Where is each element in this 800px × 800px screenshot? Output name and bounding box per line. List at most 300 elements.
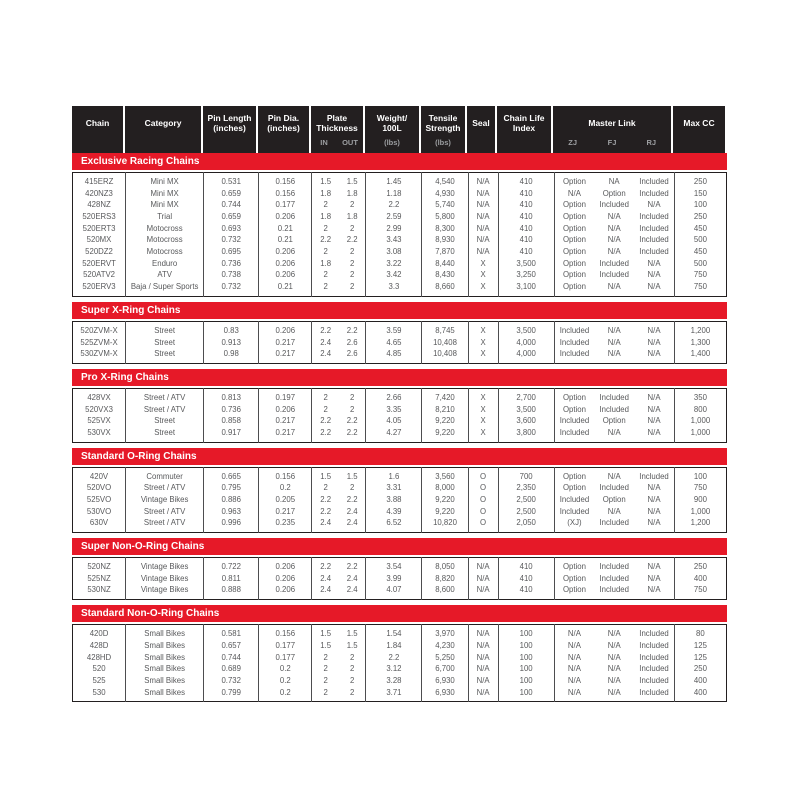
column-header-maxcc [673,106,725,153]
cell-plate_in: 2.4 [320,573,332,583]
cell-weight_100l: 1.6 [366,467,422,482]
cell-master_rj: Included [634,687,674,702]
cell-chain: 520ERVT [73,258,126,270]
cell-plate_out: 2.6 [339,348,366,363]
table-row [73,223,727,235]
cell-plate_in: 2.2 [320,325,332,335]
cell-pin_length: 0.744 [204,199,259,211]
cell-pin_length: 0.689 [204,663,259,675]
cell-weight_100l: 3.43 [366,234,422,246]
cell-plate_in: 2.2 [320,416,332,426]
cell-plate_out: 2.4 [339,585,366,600]
column-header-label2: Strength [425,123,461,133]
cell-weight_100l: 3.88 [366,494,422,506]
cell-tensile_strength: 8,820 [422,573,468,585]
cell-master_rj: N/A [634,506,674,518]
table-row [73,517,727,532]
cell-master_zj: Option [562,223,586,233]
cell-seal: X [468,427,498,442]
cell-master_rj: N/A [634,281,674,296]
cell-chain: 428D [73,640,126,652]
cell-pin_dia: 0.2 [259,687,312,702]
cell-pin_dia: 0.21 [259,234,312,246]
cell-pin_dia: 0.217 [259,415,312,427]
table-row [73,404,727,416]
column-header-category [125,106,203,153]
cell-weight_100l: 3.08 [366,246,422,258]
cell-seal: N/A [468,199,498,211]
cell-tensile_strength: 8,430 [422,270,468,282]
cell-master_rj: Included [634,246,674,258]
cell-chain: 520ATV2 [73,270,126,282]
cell-pin_dia: 0.206 [259,270,312,282]
cell-max_cc: 1,000 [690,427,711,437]
cell-category: Street / ATV [126,517,204,532]
cell-tensile_strength: 10,408 [422,337,468,349]
cell-max_cc: 1,400 [690,349,711,359]
cell-master_rj: N/A [634,388,674,403]
cell-plate_out: 2 [339,258,366,270]
cell-master_fj: N/A [607,664,621,674]
cell-tensile_strength: 5,250 [422,652,468,664]
spec-table [72,388,727,443]
cell-plate_out: 1.8 [339,188,366,200]
cell-chain: 520MX [73,234,126,246]
cell-chain: 525VX [73,415,126,427]
cell-pin_length: 0.657 [204,640,259,652]
cell-category: Small Bikes [126,675,204,687]
cell-seal: N/A [468,640,498,652]
cell-tensile_strength: 8,930 [422,234,468,246]
cell-master_rj: N/A [634,404,674,416]
cell-master_zj: Included [559,337,590,347]
cell-plate_out: 2.2 [339,558,366,573]
cell-weight_100l: 1.84 [366,640,422,652]
cell-category: Mini MX [126,188,204,200]
cell-max_cc: 250 [693,212,707,221]
cell-pin_dia: 0.206 [259,321,312,336]
cell-tensile_strength: 5,800 [422,211,468,223]
cell-plate_in: 1.8 [320,212,332,221]
cell-max_cc: 125 [693,652,707,662]
cell-chain_life_index: 100 [498,675,554,687]
cell-chain: 520VO [73,482,126,494]
cell-pin_dia: 0.177 [259,199,312,211]
cell-plate_out: 1.5 [339,173,366,188]
cell-weight_100l: 3.71 [366,687,422,702]
cell-tensile_strength: 3,560 [422,467,468,482]
cell-chain_life_index: 410 [498,234,554,246]
cell-tensile_strength: 10,408 [422,348,468,363]
cell-weight_100l: 3.59 [366,321,422,336]
cell-chain: 530VX [73,427,126,442]
cell-chain_life_index: 410 [498,558,554,573]
cell-master_zj: Option [562,404,586,414]
cell-tensile_strength: 7,870 [422,246,468,258]
cell-tensile_strength: 9,220 [422,506,468,518]
cell-pin_dia: 0.177 [259,640,312,652]
cell-master_rj: Included [634,223,674,235]
cell-plate_out: 1.5 [339,625,366,640]
column-header-master [553,106,673,153]
column-header-label: Tensile [428,112,458,123]
cell-max_cc: 1,300 [690,337,711,347]
cell-pin_length: 0.736 [204,404,259,416]
cell-master_fj: Included [599,573,629,583]
column-header-seal [467,106,497,153]
table-row [73,585,727,600]
cell-weight_100l: 3.31 [366,482,422,494]
table-row [73,415,727,427]
cell-seal: O [468,467,498,482]
cell-master_rj: Included [634,234,674,246]
cell-plate_in: 2 [323,687,328,697]
cell-category: Mini MX [126,173,204,188]
cell-chain_life_index: 2,700 [498,388,554,403]
cell-master_rj: Included [634,663,674,675]
cell-master_zj: N/A [567,664,581,674]
cell-weight_100l: 3.3 [366,281,422,296]
section-title-bar: Standard O-Ring Chains [72,448,727,465]
cell-pin_length: 0.886 [204,494,259,506]
cell-category: Street [126,321,204,336]
cell-weight_100l: 4.65 [366,337,422,349]
cell-plate_in: 2 [323,675,328,685]
cell-chain_life_index: 3,800 [498,427,554,442]
cell-weight_100l: 3.99 [366,573,422,585]
cell-plate_in: 2 [323,483,328,493]
cell-master_rj: N/A [634,199,674,211]
cell-pin_dia: 0.177 [259,652,312,664]
cell-pin_dia: 0.217 [259,427,312,442]
cell-category: Commuter [126,467,204,482]
cell-category: Street / ATV [126,388,204,403]
cell-tensile_strength: 9,220 [422,415,468,427]
cell-pin_dia: 0.206 [259,211,312,223]
cell-chain: 530 [73,687,126,702]
cell-plate_out: 2.2 [339,427,366,442]
cell-master_fj: N/A [607,652,621,662]
cell-category: Small Bikes [126,625,204,640]
cell-plate_out: 2 [339,388,366,403]
cell-pin_dia: 0.156 [259,625,312,640]
cell-plate_in: 1.5 [320,640,332,650]
column-header-pin_length [203,106,258,153]
cell-plate_out: 2 [339,199,366,211]
cell-chain_life_index: 100 [498,687,554,702]
column-header-label2: (inches) [213,123,246,133]
cell-chain_life_index: 410 [498,211,554,223]
cell-chain: 420NZ3 [73,188,126,200]
cell-chain: 415ERZ [73,173,126,188]
cell-master_rj: N/A [634,321,674,336]
column-subheader: (lbs) [384,138,400,147]
cell-chain_life_index: 3,500 [498,258,554,270]
cell-category: Small Bikes [126,663,204,675]
column-header-label: Master Link [588,117,636,128]
cell-weight_100l: 3.22 [366,258,422,270]
cell-pin_dia: 0.206 [259,246,312,258]
cell-tensile_strength: 9,220 [422,494,468,506]
cell-tensile_strength: 8,600 [422,585,468,600]
cell-pin_length: 0.732 [204,281,259,296]
cell-max_cc: 750 [693,585,707,595]
cell-pin_dia: 0.206 [259,573,312,585]
cell-chain: 420D [73,625,126,640]
table-row [73,258,727,270]
cell-master_zj: Option [562,176,586,186]
cell-pin_length: 0.795 [204,482,259,494]
cell-master_zj: N/A [567,652,581,662]
cell-category: Baja / Super Sports [126,281,204,296]
cell-master_fj: Option [602,188,626,198]
cell-tensile_strength: 6,930 [422,675,468,687]
cell-max_cc: 750 [693,483,707,493]
cell-master_fj: Included [599,200,629,210]
cell-seal: O [468,482,498,494]
cell-max_cc: 1,000 [690,416,711,426]
cell-tensile_strength: 4,230 [422,640,468,652]
table-row [73,506,727,518]
cell-pin_dia: 0.206 [259,558,312,573]
cell-pin_length: 0.722 [204,558,259,573]
cell-pin_length: 0.665 [204,467,259,482]
cell-chain: 525NZ [73,573,126,585]
section-data-box [72,388,727,443]
cell-pin_length: 0.744 [204,652,259,664]
cell-master_zj: Option [562,200,586,210]
cell-master_fj: N/A [607,629,621,639]
cell-weight_100l: 3.12 [366,663,422,675]
column-header-chain [72,106,125,153]
cell-chain: 525ZVM-X [73,337,126,349]
cell-master_zj: Option [562,282,586,292]
cell-chain: 428NZ [73,199,126,211]
cell-max_cc: 125 [693,640,707,650]
cell-seal: N/A [468,246,498,258]
cell-master_zj: Option [562,483,586,493]
cell-master_fj: N/A [607,349,621,359]
column-header-label: Chain Life [503,112,545,123]
column-header-label: Category [144,117,182,128]
cell-tensile_strength: 4,540 [422,173,468,188]
cell-master_zj: Option [562,392,586,402]
cell-seal: X [468,270,498,282]
cell-seal: N/A [468,234,498,246]
cell-category: Motocross [126,223,204,235]
cell-chain_life_index: 3,250 [498,270,554,282]
cell-category: Street / ATV [126,506,204,518]
cell-master_fj: NA [608,176,620,186]
cell-chain: 520ERT3 [73,223,126,235]
cell-pin_dia: 0.21 [259,223,312,235]
table-row [73,199,727,211]
cell-plate_out: 2.4 [339,573,366,585]
cell-chain_life_index: 4,000 [498,337,554,349]
cell-plate_out: 2 [339,482,366,494]
cell-pin_dia: 0.156 [259,173,312,188]
cell-plate_out: 2 [339,270,366,282]
section-data-box [72,624,727,702]
cell-max_cc: 750 [693,270,707,280]
cell-master_rj: Included [634,211,674,223]
cell-master_zj: N/A [567,188,581,198]
cell-category: Enduro [126,258,204,270]
cell-master_rj: Included [634,173,674,188]
cell-tensile_strength: 8,000 [422,482,468,494]
cell-pin_dia: 0.206 [259,258,312,270]
cell-weight_100l: 2.66 [366,388,422,403]
cell-category: ATV [126,270,204,282]
cell-max_cc: 400 [693,675,707,685]
cell-master_fj: N/A [607,235,621,245]
cell-pin_length: 0.858 [204,415,259,427]
cell-weight_100l: 1.45 [366,173,422,188]
cell-master_fj: Option [602,495,626,504]
cell-category: Small Bikes [126,652,204,664]
cell-chain_life_index: 100 [498,652,554,664]
cell-chain: 630V [73,517,126,532]
cell-master_fj: N/A [607,223,621,233]
table-sections [72,153,727,702]
cell-pin_length: 0.659 [204,211,259,223]
table-row [73,211,727,223]
cell-master_rj: N/A [634,573,674,585]
cell-tensile_strength: 8,660 [422,281,468,296]
cell-pin_length: 0.799 [204,687,259,702]
column-header-life [497,106,553,153]
cell-master_rj: N/A [634,337,674,349]
cell-max_cc: 400 [693,573,707,583]
cell-master_zj: Included [559,325,590,335]
cell-tensile_strength: 6,930 [422,687,468,702]
cell-master_fj: N/A [607,337,621,347]
cell-plate_in: 2.4 [320,518,332,528]
cell-seal: N/A [468,558,498,573]
cell-seal: X [468,388,498,403]
cell-plate_in: 1.5 [320,176,332,186]
cell-max_cc: 150 [693,188,707,198]
cell-category: Small Bikes [126,687,204,702]
section-data-box [72,321,727,364]
cell-plate_out: 2 [339,652,366,664]
cell-seal: N/A [468,625,498,640]
cell-chain: 530NZ [73,585,126,600]
cell-master_fj: N/A [607,247,621,257]
column-header-label2: Index [512,123,536,133]
cell-max_cc: 750 [693,282,707,292]
cell-pin_length: 0.531 [204,173,259,188]
table-row [73,188,727,200]
cell-plate_in: 2.4 [320,349,332,359]
cell-master_rj: N/A [634,427,674,442]
cell-category: Street [126,427,204,442]
table-row [73,482,727,494]
cell-plate_in: 2.2 [320,506,332,516]
cell-weight_100l: 2.99 [366,223,422,235]
cell-master_rj: Included [634,188,674,200]
cell-weight_100l: 6.52 [366,517,422,532]
column-header-label: Weight/ [376,112,408,123]
column-subheader: IN [320,138,328,147]
cell-master_zj: Option [562,585,586,595]
cell-max_cc: 450 [693,223,707,233]
cell-seal: X [468,321,498,336]
cell-weight_100l: 3.28 [366,675,422,687]
cell-weight_100l: 4.85 [366,348,422,363]
cell-chain_life_index: 410 [498,173,554,188]
cell-chain_life_index: 4,000 [498,348,554,363]
cell-category: Motocross [126,246,204,258]
cell-weight_100l: 1.18 [366,188,422,200]
cell-master_zj: Included [559,349,590,359]
cell-chain: 428VX [73,388,126,403]
cell-tensile_strength: 9,220 [422,427,468,442]
cell-plate_in: 1.8 [320,188,332,198]
cell-master_fj: Option [602,416,626,426]
cell-pin_length: 0.963 [204,506,259,518]
cell-master_zj: Included [559,506,590,516]
cell-chain: 520NZ [73,558,126,573]
cell-pin_dia: 0.2 [259,482,312,494]
table-row [73,173,727,188]
section-data-box [72,467,727,533]
cell-max_cc: 100 [693,200,707,210]
cell-category: Street [126,348,204,363]
cell-seal: N/A [468,188,498,200]
table-row [73,663,727,675]
column-subheader: FJ [607,138,617,147]
cell-tensile_strength: 8,210 [422,404,468,416]
cell-master_zj: Option [562,471,586,481]
column-header-label2: (inches) [267,123,300,133]
cell-master_zj: Option [562,258,586,268]
cell-chain: 520DZ2 [73,246,126,258]
cell-seal: X [468,404,498,416]
cell-seal: N/A [468,223,498,235]
cell-plate_in: 2 [323,392,328,402]
cell-pin_length: 0.736 [204,258,259,270]
cell-pin_dia: 0.156 [259,467,312,482]
section-data-box [72,172,727,297]
cell-chain_life_index: 100 [498,663,554,675]
cell-pin_dia: 0.217 [259,348,312,363]
cell-plate_in: 1.5 [320,471,332,481]
column-subheader: OUT [342,138,358,147]
cell-master_fj: N/A [607,640,621,650]
cell-category: Small Bikes [126,640,204,652]
cell-plate_in: 1.5 [320,629,332,639]
cell-chain: 530VO [73,506,126,518]
cell-weight_100l: 1.54 [366,625,422,640]
section-title-bar: Exclusive Racing Chains [72,153,727,170]
cell-chain_life_index: 2,350 [498,482,554,494]
column-header-label: Pin Dia. [267,112,300,123]
cell-max_cc: 800 [693,404,707,414]
cell-weight_100l: 3.42 [366,270,422,282]
cell-master_fj: Included [599,483,629,493]
cell-plate_out: 2.4 [339,517,366,532]
cell-chain_life_index: 410 [498,573,554,585]
cell-max_cc: 900 [693,495,707,504]
cell-chain_life_index: 3,500 [498,321,554,336]
cell-chain_life_index: 2,500 [498,494,554,506]
cell-tensile_strength: 8,050 [422,558,468,573]
table-row [73,640,727,652]
column-header-plate [311,106,365,153]
cell-master_rj: N/A [634,517,674,532]
cell-pin_length: 0.659 [204,188,259,200]
